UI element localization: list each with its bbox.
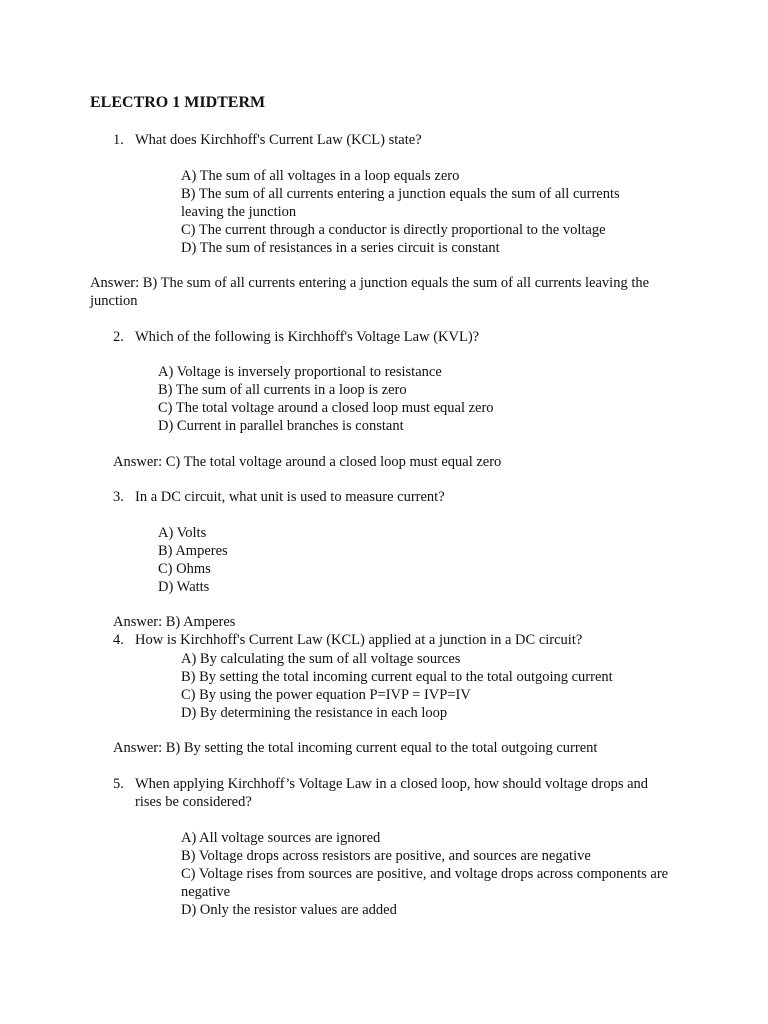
option-d: D) The sum of resistances in a series circuit is constant [181, 240, 500, 256]
option-b: B) The sum of all currents entering a junction equals the sum of all currents leaving the junction [181, 186, 620, 220]
option-a: A) All voltage sources are ignored [181, 830, 381, 846]
question-text: What does Kirchhoff's Current Law (KCL) state? [135, 132, 422, 148]
question-5 [113, 775, 673, 811]
question-1-answer: Answer: B) The sum of all currents entering a junction equals the sum of all currents leaving the junction [90, 275, 650, 309]
question-number: 2. [113, 329, 124, 345]
question-2-options [158, 363, 658, 435]
question-number: 4. [113, 632, 124, 648]
option-d: D) Current in parallel branches is constant [158, 418, 404, 434]
option-c: C) Voltage rises from sources are positive, and voltage drops across components are negative [181, 866, 669, 900]
question-3 [113, 488, 673, 506]
option-b: B) Voltage drops across resistors are positive, and sources are negative [181, 848, 591, 864]
question-number: 3. [113, 489, 124, 505]
page-title: ELECTRO 1 MIDTERM [90, 94, 266, 111]
question-text: When applying Kirchhoff’s Voltage Law in a closed loop, how should voltage drops and rises be considered? [135, 776, 649, 810]
question-number: 5. [113, 776, 124, 792]
option-c: C) Ohms [158, 561, 211, 577]
question-1 [113, 131, 673, 149]
option-b: B) The sum of all currents in a loop is zero [158, 382, 407, 398]
question-text: In a DC circuit, what unit is used to measure current? [135, 489, 445, 505]
option-a: A) By calculating the sum of all voltage sources [181, 651, 461, 667]
question-3-answer: Answer: B) Amperes [113, 614, 236, 630]
question-4 [113, 631, 673, 649]
option-a: A) Voltage is inversely proportional to resistance [158, 364, 442, 380]
option-d: D) Watts [158, 579, 210, 595]
question-5-options [181, 829, 681, 919]
question-text: How is Kirchhoff's Current Law (KCL) applied at a junction in a DC circuit? [135, 632, 583, 648]
question-4-options [181, 650, 661, 722]
option-c: C) The total voltage around a closed loop must equal zero [158, 400, 494, 416]
option-b: B) By setting the total incoming current equal to the total outgoing current [181, 669, 613, 685]
question-4-answer: Answer: B) By setting the total incoming current equal to the total outgoing current [113, 740, 598, 756]
option-d: D) By determining the resistance in each loop [181, 705, 448, 721]
question-text: Which of the following is Kirchhoff's Voltage Law (KVL)? [135, 329, 480, 345]
option-d: D) Only the resistor values are added [181, 902, 397, 918]
question-1-options [181, 167, 651, 257]
question-number: 1. [113, 132, 124, 148]
question-2 [113, 328, 673, 346]
option-c: C) The current through a conductor is directly proportional to the voltage [181, 222, 606, 238]
option-b: B) Amperes [158, 543, 228, 559]
option-c: C) By using the power equation P=IVP = IVP=IV [181, 687, 471, 703]
option-a: A) Volts [158, 525, 207, 541]
question-3-options [158, 524, 458, 596]
option-a: A) The sum of all voltages in a loop equals zero [181, 168, 460, 184]
question-2-answer: Answer: C) The total voltage around a closed loop must equal zero [113, 454, 502, 470]
